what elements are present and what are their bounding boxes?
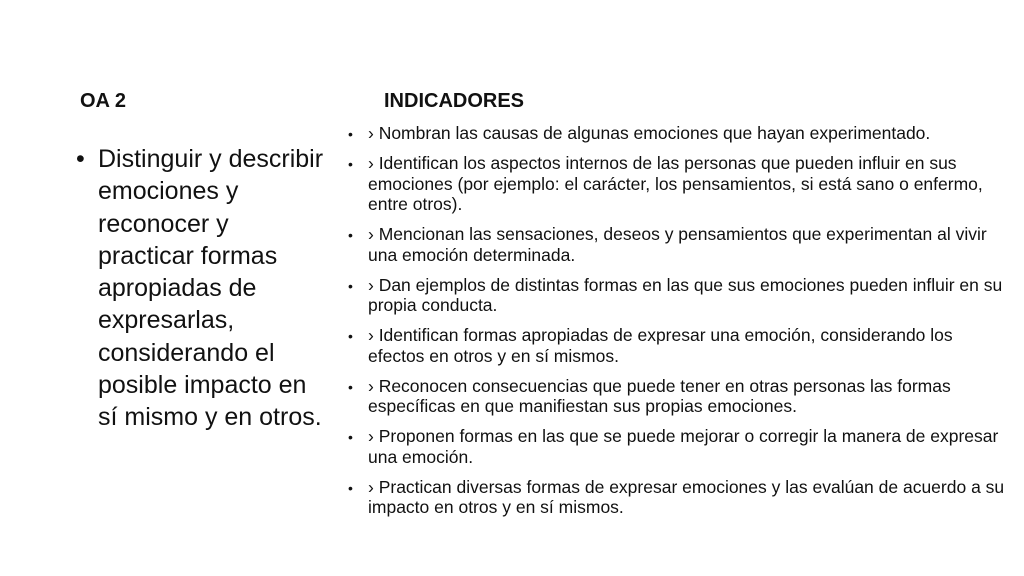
indicador-item [348,153,1008,215]
indicador-item [348,123,1008,144]
indicador-text: › Dan ejemplos de distintas formas en las que sus emociones pueden influir en su propia conducta. [368,274,1003,315]
indicador-item [348,426,1008,467]
bullet-icon: • [348,479,353,496]
oa-list [76,143,326,434]
indicador-text: › Mencionan las sensaciones, deseos y pensamientos que experimentan al vivir una emoción determinada. [368,224,987,265]
indicador-text: › Identifican los aspectos internos de las personas que pueden influir en sus emociones (por ejemplo: el carácter, los pensamientos, si está sano o enfermo, entre otros). [368,153,983,214]
bullet-icon: • [348,277,353,294]
indicador-item [348,477,1008,518]
indicador-text: › Practican diversas formas de expresar emociones y las evalúan de acuerdo a su impacto en otros y en sí mismos. [368,476,1005,517]
indicadores-heading: INDICADORES [384,90,525,112]
indicador-item [348,325,1008,366]
indicadores-list [348,123,1008,527]
bullet-icon: • [348,328,353,344]
indicador-text: › Identifican formas apropiadas de expresar una emoción, considerando los efectos en otros y en sí mismos. [368,325,953,366]
indicador-item [348,376,1008,417]
indicador-item [348,275,1008,316]
bullet-icon: • [348,126,353,142]
bullet-icon: • [348,227,353,243]
indicador-text: › Nombran las causas de algunas emociones que hayan experimentado. [368,123,931,143]
bullet-icon: • [76,145,85,173]
indicador-text: › Proponen formas en las que se puede mejorar o corregir la manera de expresar una emoción. [368,426,999,467]
oa-text: Distinguir y describir emociones y reconocer y practicar formas apropiadas de expresarlas, considerando el posible impacto en sí mismo y en otros. [98,145,324,432]
indicador-item [348,224,1008,265]
bullet-icon: • [348,378,353,395]
indicador-text: › Reconocen consecuencias que puede tener en otras personas las formas específicas en que manifiestan sus propias emociones. [368,375,951,416]
oa-heading: OA 2 [80,90,126,112]
bullet-icon: • [348,156,353,172]
oa-item [76,143,326,434]
bullet-icon: • [348,429,353,445]
